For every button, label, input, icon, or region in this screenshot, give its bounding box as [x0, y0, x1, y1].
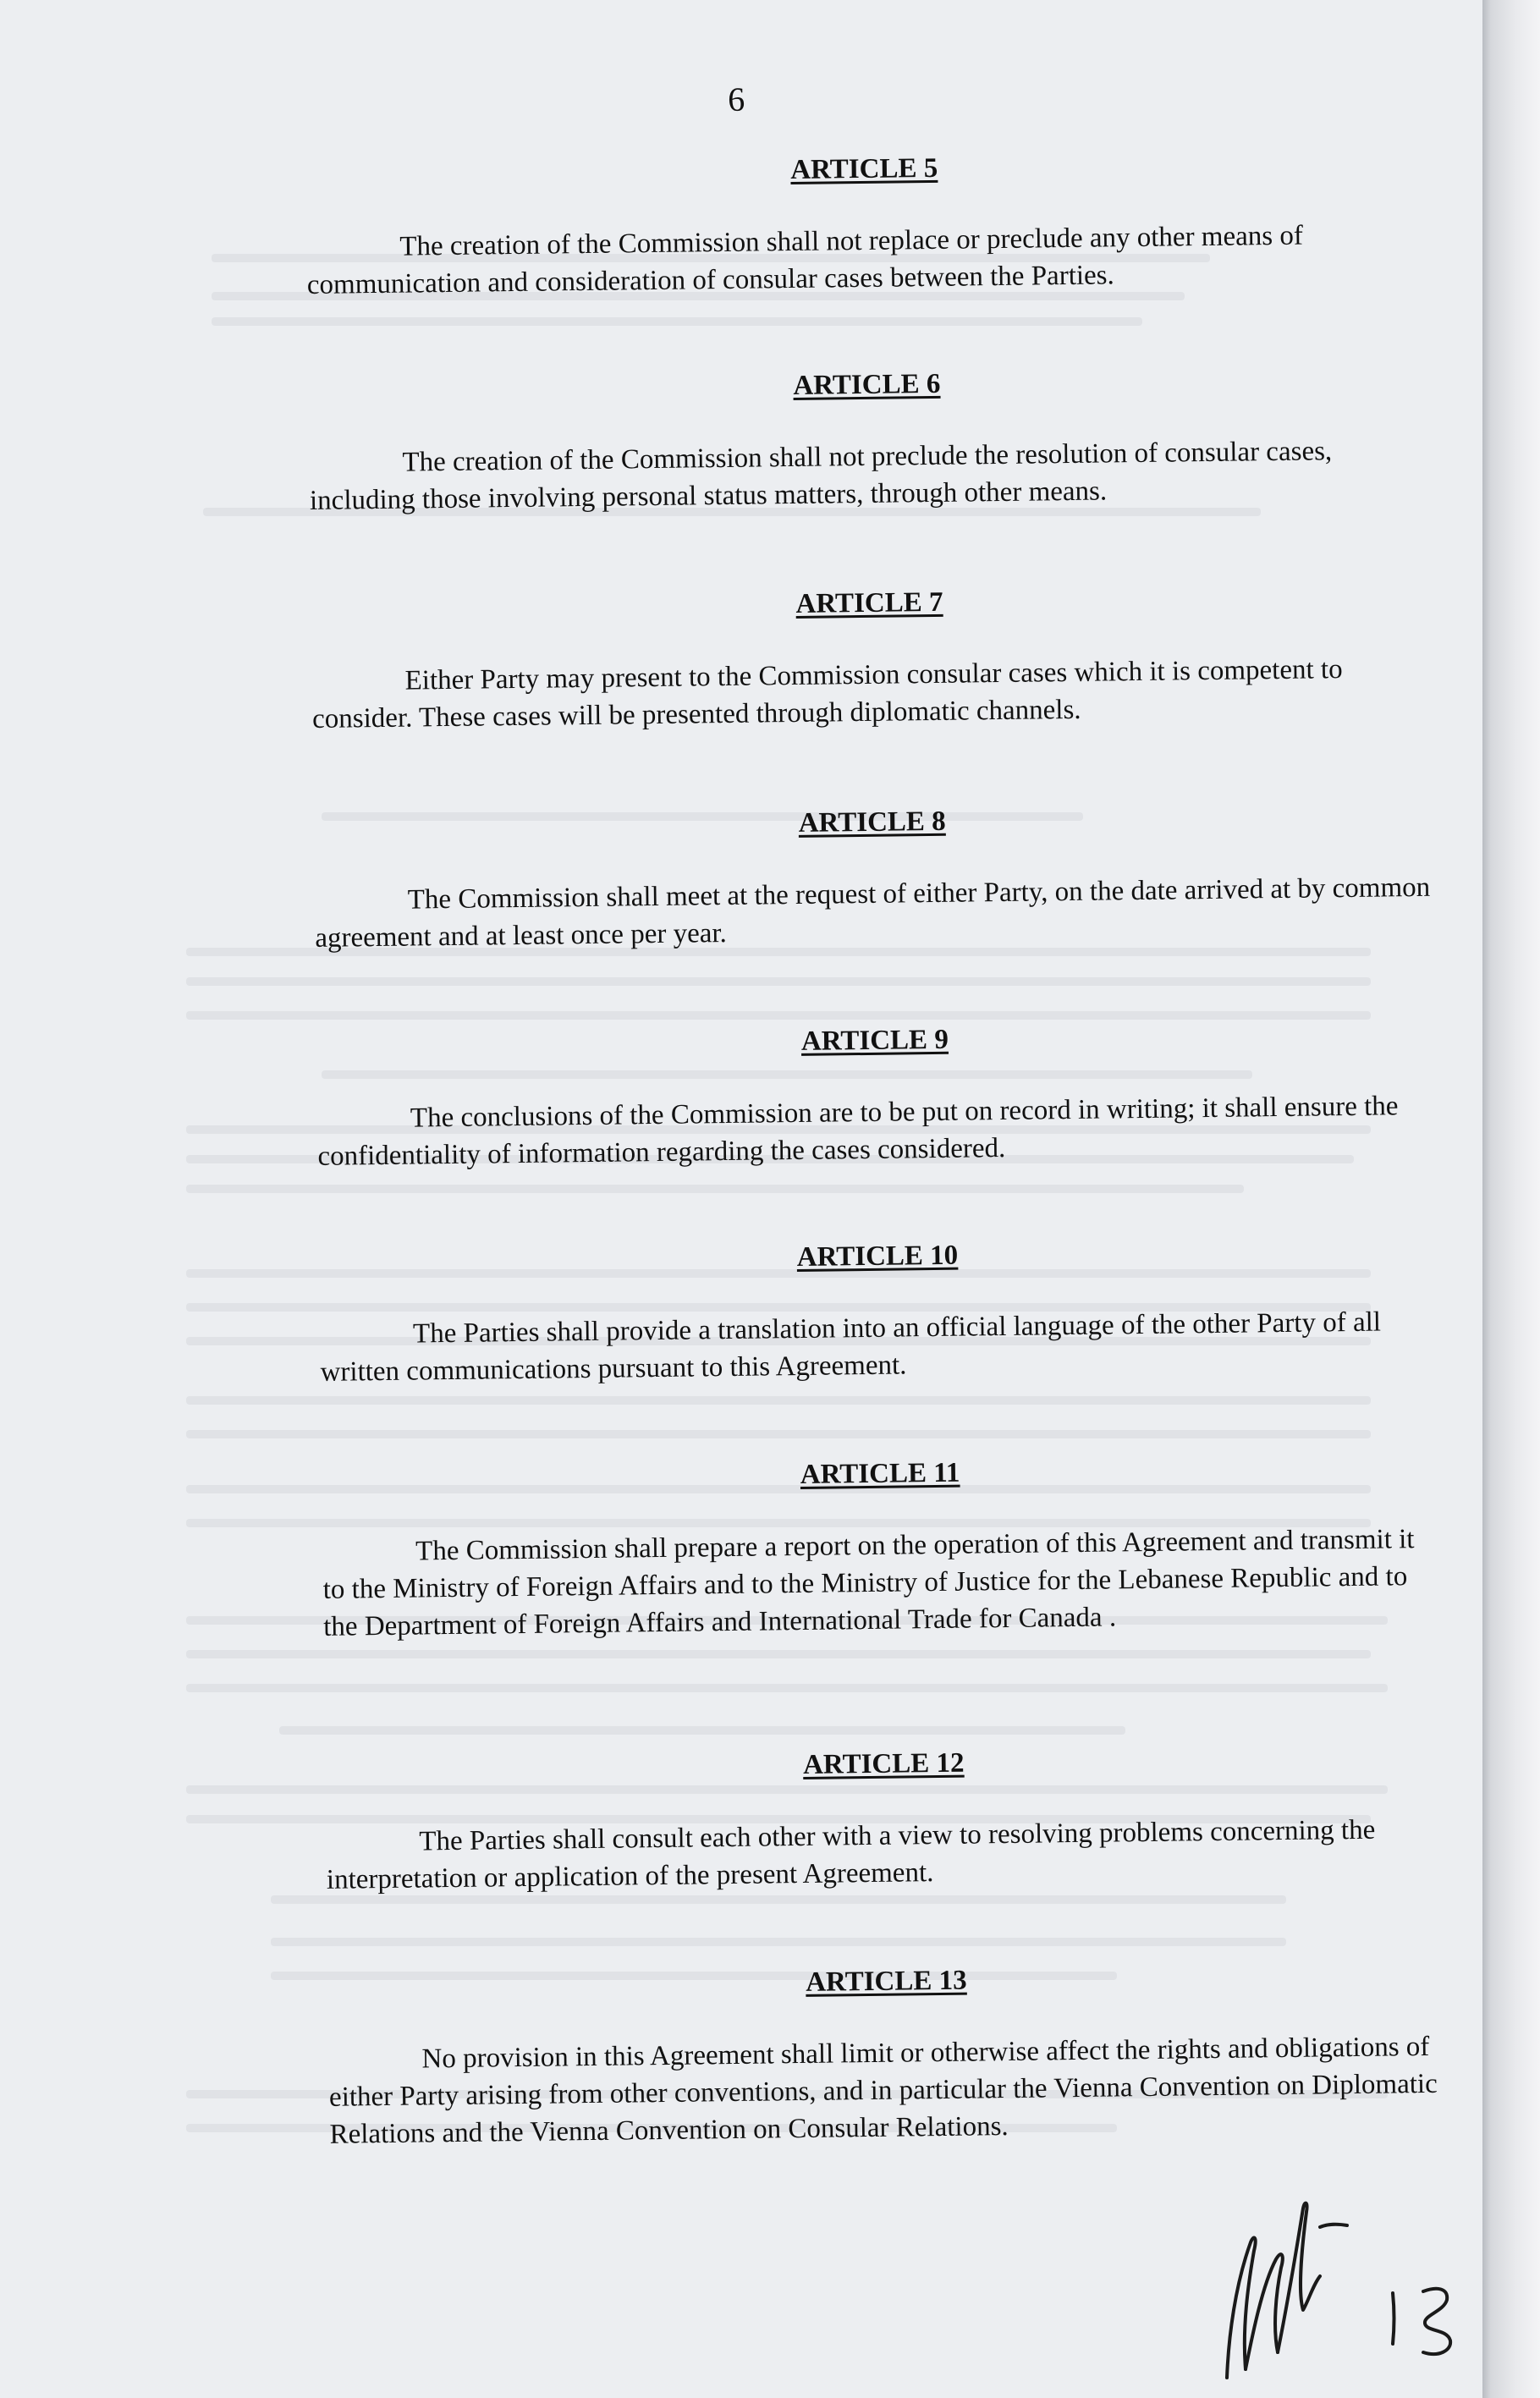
article-13: [327, 1960, 1447, 2181]
article-8: [314, 800, 1433, 985]
article-heading: ARTICLE 6: [793, 368, 941, 401]
article-heading: ARTICLE 8: [798, 806, 946, 839]
article-body: The Commission shall prepare a report on the operation of this Agreement and transmit it to the Ministry of Foreign Affairs and to the Ministry of Justice for the Lebanese Republic and to the Department of Foreign Affairs and International Trade for Canada .: [322, 1524, 1415, 1642]
article-9: [316, 1019, 1435, 1203]
article-body: The creation of the Commission shall not preclude the resolution of consular cases, including those involving personal status matters, through other means.: [309, 436, 1333, 516]
article-body: The creation of the Commission shall not replace or preclude any other means of communication and consideration of consular cases between the Parties.: [306, 220, 1304, 300]
handwritten-initials-signature: [1202, 2183, 1481, 2386]
article-7: [311, 581, 1429, 766]
article-heading: ARTICLE 7: [795, 586, 943, 619]
article-heading: ARTICLE 11: [800, 1457, 960, 1490]
article-body: Either Party may present to the Commission consular cases which it is competent to consider. These cases will be presented through diplomatic channels.: [311, 654, 1343, 734]
article-body: The Parties shall provide a translation into an official language of the other Party of all written communications pursuant to this Agreement.: [320, 1306, 1382, 1388]
article-heading: ARTICLE 13: [805, 1965, 967, 1998]
page-edge-shadow: [1482, 0, 1540, 2398]
article-12: [325, 1742, 1444, 1927]
article-6: [308, 363, 1427, 547]
article-heading: ARTICLE 12: [802, 1747, 965, 1780]
article-body: The conclusions of the Commission are to be put on record in writing; it shall ensure the confidentiality of information regarding the cases considered.: [317, 1091, 1399, 1172]
page-number: 6: [727, 80, 745, 118]
article-10: [319, 1235, 1438, 1419]
article-body: The Parties shall consult each other with a view to resolving problems concerning the interpretation or application of the present Agreement.: [326, 1814, 1376, 1895]
article-body: No provision in this Agreement shall limit or otherwise affect the rights and obligations of either Party arising from other conventions, and in particular the Vienna Convention on Diplomatic Relations and the Vienna Convention on Consular Relations.: [328, 2031, 1438, 2150]
document-content: [305, 71, 1438, 2150]
article-heading: ARTICLE 10: [796, 1240, 959, 1273]
article-5: [305, 147, 1424, 332]
article-body: The Commission shall meet at the request of either Party, on the date arrived at by common agreement and at least once per year.: [315, 872, 1431, 954]
article-heading: ARTICLE 9: [800, 1024, 949, 1057]
article-11: [322, 1452, 1441, 1674]
article-heading: ARTICLE 5: [790, 152, 938, 185]
